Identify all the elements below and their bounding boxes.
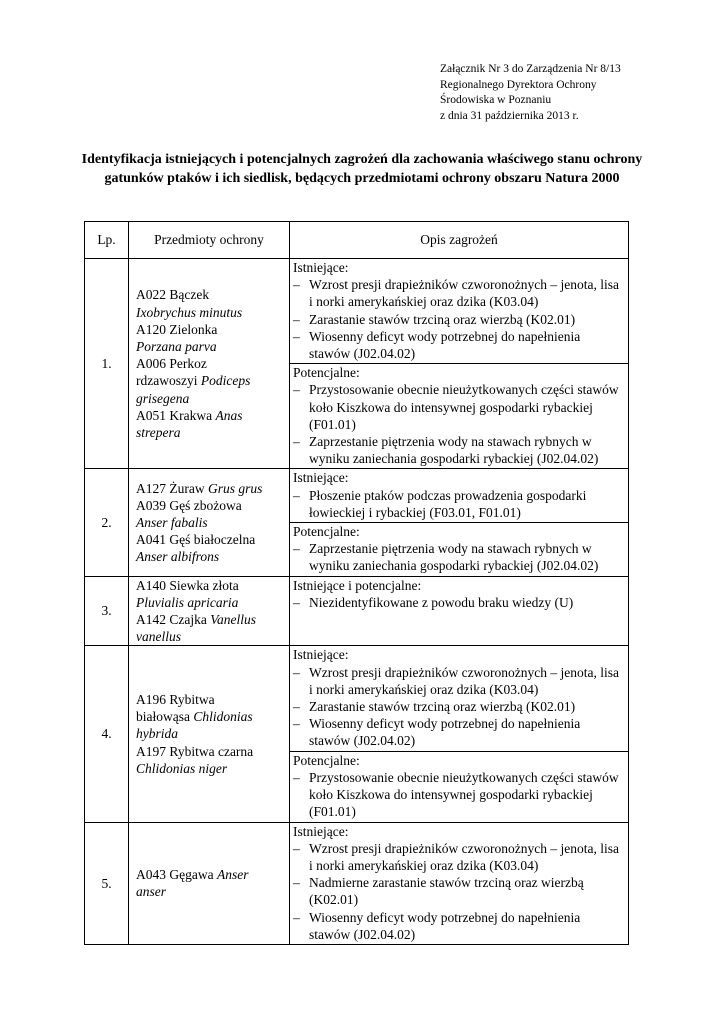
threat-item-text: Wzrost presji drapieżników czworonożnych – jenota, lisa i norki amerykańskiej oraz dzika (K03.04) [309, 840, 620, 873]
row-number: 5. [85, 822, 129, 944]
dash-bullet-icon: – [293, 328, 300, 344]
species-name: A140 Siewka złota [136, 577, 239, 593]
annex-note-line: z dnia 31 października 2013 r. [440, 109, 579, 122]
dash-bullet-icon: – [293, 487, 300, 503]
species-line [136, 338, 285, 355]
threat-item-text: Zarastanie stawów trzciną oraz wierzbą (K02.01) [309, 311, 576, 327]
document-title: Identyfikacja istniejących i potencjalnych zagrożeń dla zachowania właściwego stanu ochrony gatunków ptaków i ich siedlisk, będących przedmiotami ochrony obszaru Natura 2000 [81, 152, 643, 186]
species-line [136, 480, 285, 497]
species-latin-name: Vanellus [210, 612, 256, 628]
species-line [136, 725, 285, 742]
species-line [136, 577, 285, 594]
threat-group-title: Istniejące i potencjalne: [293, 577, 422, 593]
threat-item [293, 664, 622, 698]
species-line [136, 594, 285, 611]
species-latin-name: Anas [215, 407, 243, 423]
threat-group-title: Istniejące: [293, 260, 349, 275]
species-name: A041 Gęś białoczelna [136, 532, 256, 548]
threat-group [290, 823, 628, 944]
species-name: A022 Bączek [136, 287, 210, 303]
annex-note-line: Regionalnego Dyrektora Ochrony [440, 78, 597, 91]
species-latin-name: Grus grus [207, 480, 263, 496]
protected-species [129, 822, 290, 944]
threat-item [293, 698, 622, 715]
species-latin-name: Pluvialis apricaria [136, 594, 239, 610]
threat-group [290, 363, 628, 468]
threat-item-text: Przystosowanie obecnie nieużytkowanych części stawów koło Kiszkowa do intensywnej gospodarki rybackiej (F01.01) [309, 769, 619, 820]
threat-item-text: Wiosenny deficyt wody potrzebnej do napełnienia stawów (J02.04.02) [309, 328, 581, 362]
dash-bullet-icon: – [293, 594, 300, 610]
annex-note-line: Środowiska w Poznaniu [440, 94, 552, 106]
threat-item [293, 487, 622, 521]
species-latin-name: Podiceps [200, 373, 251, 389]
threats-description [290, 259, 629, 469]
table-row [85, 822, 629, 944]
species-line [136, 628, 285, 645]
table-row [85, 646, 629, 822]
threat-item-text: Wiosenny deficyt wody potrzebnej do napełnienia stawów (J02.04.02) [309, 716, 581, 749]
species-name: A196 Rybitwa [136, 691, 215, 707]
dash-bullet-icon: – [293, 541, 300, 557]
protected-species [129, 259, 290, 469]
threats-description [290, 822, 629, 944]
species-latin-name: strepera [136, 424, 181, 440]
dash-bullet-icon: – [293, 875, 300, 891]
threat-item [293, 594, 622, 611]
species-latin-name: Chlidonias [193, 709, 253, 725]
threat-group-title: Istniejące: [293, 823, 349, 839]
threat-item [293, 540, 622, 574]
row-number: 3. [85, 576, 129, 646]
threat-item [293, 433, 622, 467]
species-line [136, 407, 285, 424]
threat-group [290, 751, 628, 822]
threat-group [290, 646, 628, 750]
species-latin-name: Anser [216, 867, 249, 882]
header-lp: Lp. [85, 222, 129, 259]
threat-item [293, 715, 622, 749]
species-name: A142 Czajka [136, 612, 211, 628]
species-name: A043 Gęgawa [136, 867, 217, 882]
threat-group-title: Istniejące: [293, 470, 349, 486]
dash-bullet-icon: – [293, 840, 300, 856]
species-line [136, 691, 285, 708]
species-latin-name: Anser fabalis [136, 514, 208, 530]
threats-description [290, 469, 629, 576]
threat-item-text: Zaprzestanie piętrzenia wody na stawach rybnych w wyniku zaniechania gospodarki rybackiej (J02.04.02) [309, 434, 599, 467]
threats-description [290, 646, 629, 822]
species-line [136, 497, 285, 514]
species-latin-name: anser [136, 884, 166, 900]
species-line [136, 866, 285, 883]
species-line [136, 548, 285, 565]
threat-item-text: Zarastanie stawów trzciną oraz wierzbą (K02.01) [309, 699, 576, 715]
species-name: A006 Perkoz [136, 356, 207, 372]
species-line [136, 321, 285, 338]
species-line [136, 708, 285, 725]
table-row [85, 576, 629, 646]
species-name: A051 Krakwa [136, 407, 216, 423]
dash-bullet-icon: – [293, 716, 300, 732]
dash-bullet-icon: – [293, 382, 300, 398]
threats-table [84, 221, 629, 945]
species-latin-name: Chlidonias niger [136, 760, 228, 776]
threat-group [290, 259, 628, 363]
threats-description [290, 576, 629, 646]
header-subjects: Przedmioty ochrony [129, 222, 290, 259]
threat-item-text: Nadmierne zarastanie stawów trzciną oraz wierzbą (K02.01) [309, 875, 584, 908]
species-name: białowąsa [136, 709, 194, 725]
table-row [85, 469, 629, 576]
species-latin-name: hybrida [136, 726, 178, 742]
species-line [136, 304, 285, 321]
dash-bullet-icon: – [293, 909, 300, 925]
threat-item-text: Wiosenny deficyt wody potrzebnej do napełnienia stawów (J02.04.02) [309, 909, 581, 942]
threat-item [293, 311, 622, 328]
table-row [85, 259, 629, 469]
threat-group [290, 522, 628, 576]
threat-item [293, 769, 622, 821]
dash-bullet-icon: – [293, 434, 300, 450]
species-latin-name: Porzana parva [136, 338, 217, 354]
row-number: 1. [85, 259, 129, 469]
threat-item-text: Przystosowanie obecnie nieużytkowanych części stawów koło Kiszkowa do intensywnej gospodarki rybackiej (F01.01) [309, 382, 619, 432]
species-line [136, 760, 285, 777]
species-line [136, 531, 285, 548]
threat-group [290, 469, 628, 522]
species-latin-name: grisegena [136, 390, 190, 406]
species-line [136, 514, 285, 531]
dash-bullet-icon: – [293, 664, 300, 680]
threat-group-title: Istniejące: [293, 647, 349, 663]
threat-item [293, 840, 622, 874]
dash-bullet-icon: – [293, 311, 300, 327]
table-body [85, 259, 629, 945]
threat-item-text: Zaprzestanie piętrzenia wody na stawach rybnych w wyniku zaniechania gospodarki rybackiej (J02.04.02) [309, 541, 599, 574]
threat-item [293, 874, 622, 908]
species-name: A197 Rybitwa czarna [136, 743, 254, 759]
annex-note-line: Załącznik Nr 3 do Zarządzenia Nr 8/13 [440, 63, 621, 75]
annex-note [440, 62, 621, 124]
table-header-row [85, 222, 629, 259]
threat-group [290, 577, 628, 612]
species-name: rdzawoszyi [136, 373, 201, 389]
species-name: A039 Gęś zbożowa [136, 497, 242, 513]
threat-item [293, 381, 622, 433]
threat-item-text: Niezidentyfikowane z powodu braku wiedzy (U) [309, 594, 574, 610]
protected-species [129, 576, 290, 646]
threat-item [293, 909, 622, 943]
species-line [136, 611, 285, 628]
row-number: 2. [85, 469, 129, 576]
species-name: A127 Żuraw [136, 480, 208, 496]
species-line [136, 286, 285, 303]
dash-bullet-icon: – [293, 769, 300, 785]
species-line [136, 372, 285, 389]
threat-group-title: Potencjalne: [293, 365, 360, 381]
species-latin-name: vanellus [136, 629, 181, 645]
threat-item [293, 328, 622, 362]
species-line [136, 355, 285, 372]
species-name: A120 Zielonka [136, 321, 218, 337]
species-line [136, 743, 285, 760]
species-line [136, 390, 285, 407]
threat-item-text: Wzrost presji drapieżników czworonożnych – jenota, lisa i norki amerykańskiej oraz dzika (K03.04) [309, 277, 620, 310]
protected-species [129, 469, 290, 576]
row-number: 4. [85, 646, 129, 822]
species-latin-name: Anser albifrons [136, 549, 220, 565]
dash-bullet-icon: – [293, 277, 300, 293]
species-line [136, 883, 285, 900]
species-latin-name: Ixobrychus minutus [136, 304, 243, 320]
threat-group-title: Potencjalne: [293, 524, 360, 540]
threat-item-text: Płoszenie ptaków podczas prowadzenia gospodarki łowieckiej i rybackiej (F03.01, F01.01) [309, 487, 587, 520]
protected-species [129, 646, 290, 822]
header-threats: Opis zagrożeń [290, 222, 629, 259]
threat-item [293, 276, 622, 310]
species-line [136, 424, 285, 441]
dash-bullet-icon: – [293, 699, 300, 715]
threat-group-title: Potencjalne: [293, 752, 360, 768]
threat-item-text: Wzrost presji drapieżników czworonożnych – jenota, lisa i norki amerykańskiej oraz dzika (K03.04) [309, 664, 620, 697]
